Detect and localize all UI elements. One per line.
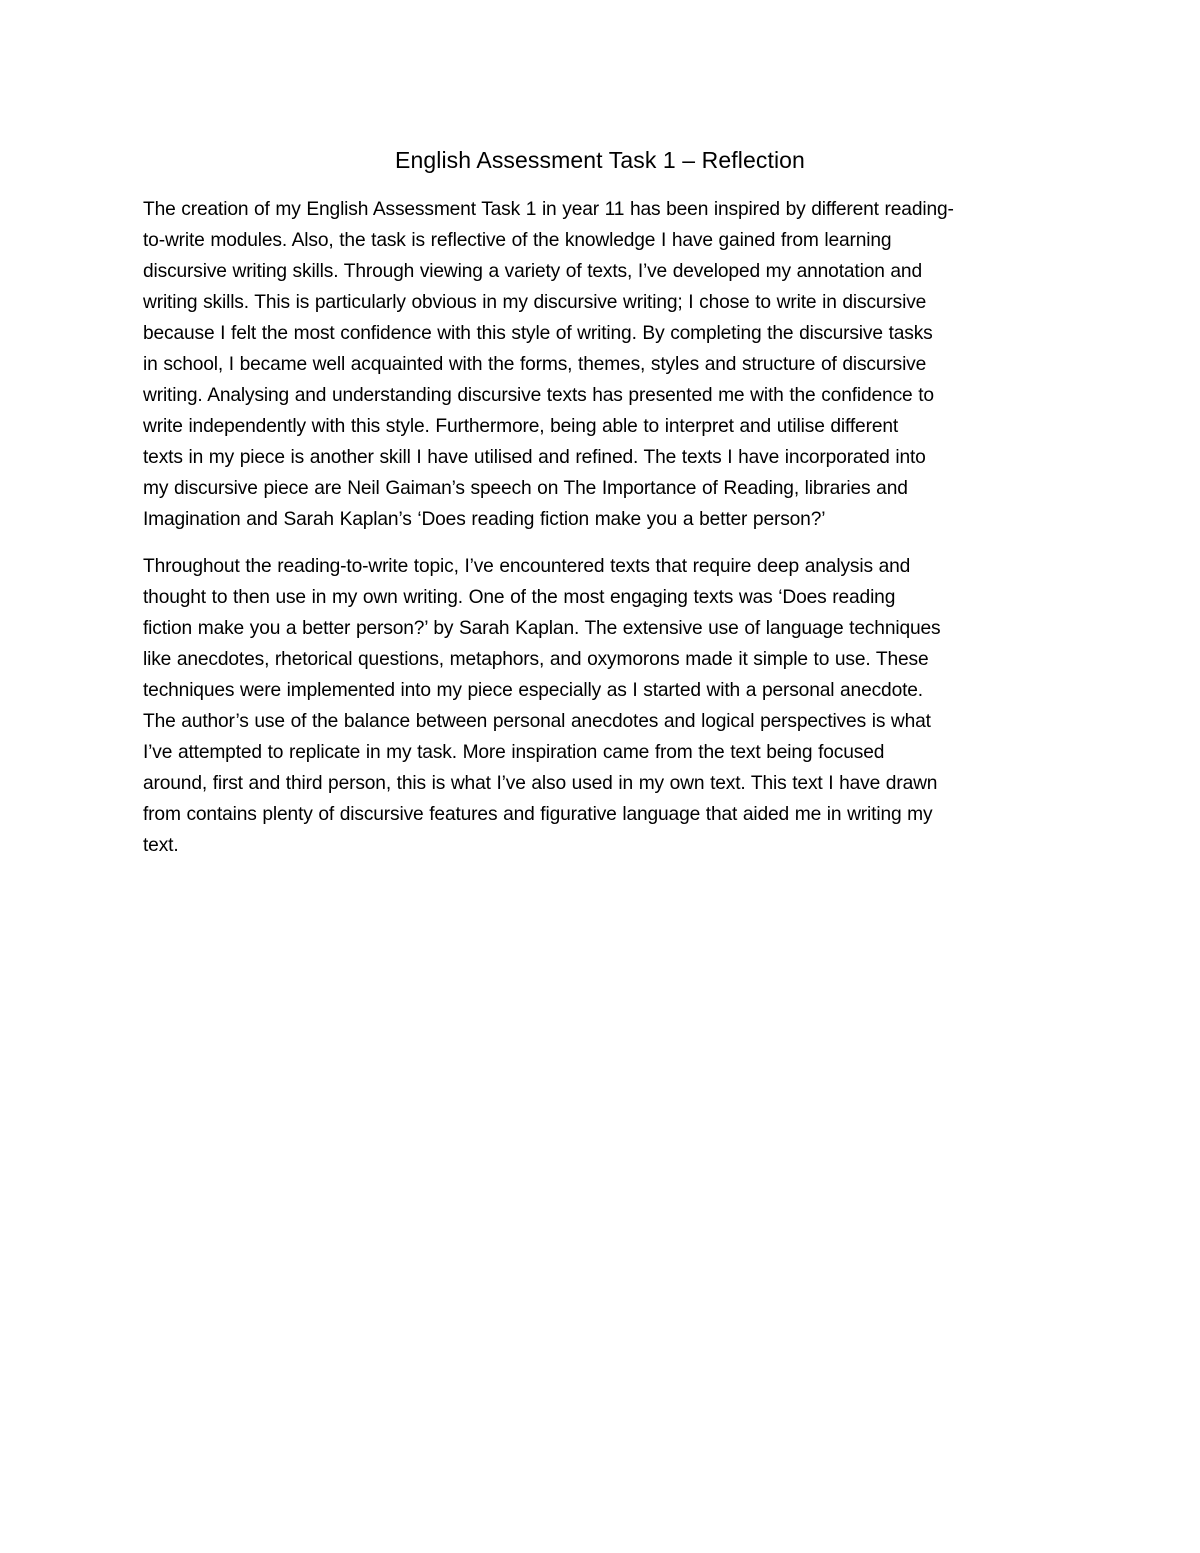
text-line: writing. Analysing and understanding discursive texts has presented me with the confidence to xyxy=(143,385,934,406)
text-line: in school, I became well acquainted with the forms, themes, styles and structure of discursive xyxy=(143,354,927,375)
text-line: discursive writing skills. Through viewing a variety of texts, I’ve developed my annotation and xyxy=(143,261,922,282)
text-line: Imagination and Sarah Kaplan’s ‘Does reading fiction make you a better person?’ xyxy=(143,509,826,530)
text-line: write independently with this style. Furthermore, being able to interpret and utilise different xyxy=(143,416,899,437)
text-line: to-write modules. Also, the task is reflective of the knowledge I have gained from learning xyxy=(143,230,892,251)
document-title: English Assessment Task 1 – Reflection xyxy=(395,147,805,173)
text-line: because I felt the most confidence with this style of writing. By completing the discursive tasks xyxy=(143,323,933,344)
text-line: from contains plenty of discursive features and figurative language that aided me in writing my xyxy=(143,804,933,825)
text-line: Throughout the reading-to-write topic, I’ve encountered texts that require deep analysis and xyxy=(143,556,911,577)
text-line: thought to then use in my own writing. One of the most engaging texts was ‘Does reading xyxy=(143,587,896,608)
text-line: texts in my piece is another skill I have utilised and refined. The texts I have incorporated into xyxy=(143,447,926,468)
text-line: like anecdotes, rhetorical questions, metaphors, and oxymorons made it simple to use. These xyxy=(143,649,929,670)
text-line: I’ve attempted to replicate in my task. More inspiration came from the text being focused xyxy=(143,742,885,763)
text-line: The creation of my English Assessment Task 1 in year 11 has been inspired by different reading- xyxy=(143,199,954,220)
text-line: around, first and third person, this is what I’ve also used in my own text. This text I have drawn xyxy=(143,773,938,794)
text-line: fiction make you a better person?’ by Sarah Kaplan. The extensive use of language techniques xyxy=(143,618,941,639)
text-line: writing skills. This is particularly obvious in my discursive writing; I chose to write in discursive xyxy=(143,292,927,313)
document-body xyxy=(143,194,1058,877)
paragraph-2 xyxy=(143,551,1058,861)
paragraph-1 xyxy=(143,194,1058,535)
text-line: techniques were implemented into my piece especially as I started with a personal anecdote. xyxy=(143,680,923,701)
text-line: The author’s use of the balance between personal anecdotes and logical perspectives is what xyxy=(143,711,931,732)
text-line: text. xyxy=(143,835,179,856)
text-line: my discursive piece are Neil Gaiman’s speech on The Importance of Reading, libraries and xyxy=(143,478,908,499)
